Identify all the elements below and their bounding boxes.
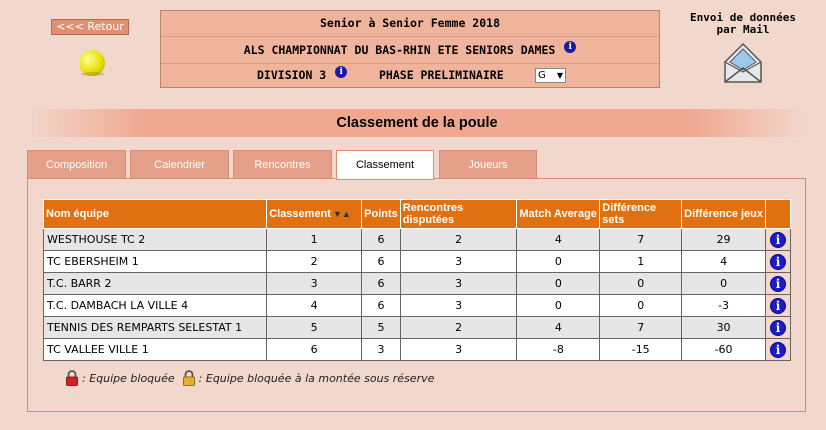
- sets-cell: -15: [600, 339, 682, 361]
- average-cell: -8: [517, 339, 600, 361]
- sort-icon[interactable]: ▼▲: [332, 209, 351, 219]
- team-name: TENNIS DES REMPARTS SELESTAT 1: [44, 317, 267, 339]
- competition-header: [160, 10, 660, 88]
- info-cell: [766, 339, 791, 361]
- average-cell: 0: [517, 251, 600, 273]
- championship-row: [161, 37, 659, 64]
- games-cell: 0: [682, 273, 766, 295]
- matches-cell: 3: [400, 295, 517, 317]
- info-cell: [766, 251, 791, 273]
- table-header-row: [44, 200, 791, 229]
- points-cell: 6: [362, 229, 401, 251]
- team-info-icon[interactable]: i: [770, 276, 786, 292]
- legend: [65, 370, 434, 386]
- team-name: T.C. BARR 2: [44, 273, 267, 295]
- points-cell: 6: [362, 295, 401, 317]
- section-title: Classement de la poule: [336, 115, 498, 131]
- games-cell: 30: [682, 317, 766, 339]
- header-games: Différence jeux: [682, 200, 766, 229]
- championship-name: ALS CHAMPIONNAT DU BAS-RHIN ETE SENIORS DAMES: [243, 43, 556, 57]
- header-team: Nom équipe: [44, 200, 267, 229]
- team-name: TC VALLEE VILLE 1: [44, 339, 267, 361]
- matches-cell: 2: [400, 229, 517, 251]
- games-cell: -3: [682, 295, 766, 317]
- header-sets: Différence sets: [600, 200, 682, 229]
- sets-cell: 7: [600, 317, 682, 339]
- header-matches: Rencontres disputées: [400, 200, 517, 229]
- info-cell: [766, 229, 791, 251]
- info-cell: [766, 273, 791, 295]
- division-label: [257, 64, 347, 86]
- table-row: [44, 339, 791, 361]
- envelope-icon[interactable]: [721, 40, 765, 86]
- section-band: [28, 109, 806, 137]
- back-button[interactable]: <<< Retour: [51, 19, 129, 35]
- games-cell: 29: [682, 229, 766, 251]
- division-row: [161, 64, 659, 88]
- header-info: [766, 200, 791, 229]
- rank-cell: 2: [267, 251, 362, 273]
- header-rank-label: Classement: [269, 208, 331, 220]
- ranking-table: [43, 199, 791, 361]
- tab-classement[interactable]: Classement: [336, 150, 434, 180]
- lock-yellow-icon: [182, 370, 196, 386]
- team-info-icon[interactable]: i: [770, 254, 786, 270]
- info-cell: [766, 317, 791, 339]
- points-cell: 5: [362, 317, 401, 339]
- points-cell: 6: [362, 273, 401, 295]
- average-cell: 4: [517, 229, 600, 251]
- team-info-icon[interactable]: i: [770, 342, 786, 358]
- rank-cell: 1: [267, 229, 362, 251]
- tab-composition[interactable]: Composition: [27, 150, 126, 179]
- sets-cell: 0: [600, 273, 682, 295]
- table-row: [44, 229, 791, 251]
- rank-cell: 6: [267, 339, 362, 361]
- division-info-icon[interactable]: i: [335, 66, 347, 78]
- team-info-icon[interactable]: i: [770, 298, 786, 314]
- rank-cell: 3: [267, 273, 362, 295]
- table-row: [44, 295, 791, 317]
- sets-cell: 0: [600, 295, 682, 317]
- team-name: TC EBERSHEIM 1: [44, 251, 267, 273]
- team-name: T.C. DAMBACH LA VILLE 4: [44, 295, 267, 317]
- tennis-ball-icon: [79, 50, 105, 76]
- team-info-icon[interactable]: i: [770, 232, 786, 248]
- team-name: WESTHOUSE TC 2: [44, 229, 267, 251]
- tab-calendrier[interactable]: Calendrier: [130, 150, 229, 179]
- mail-label-line1: Envoi de données: [690, 11, 796, 24]
- points-cell: 6: [362, 251, 401, 273]
- legend-blocked-reserve: : Equipe bloquée à la montée sous réserve: [198, 371, 435, 385]
- matches-cell: 2: [400, 317, 517, 339]
- table-row: [44, 273, 791, 295]
- championship-info-icon[interactable]: i: [564, 41, 576, 53]
- tab-rencontres[interactable]: Rencontres: [233, 150, 332, 179]
- phase-select[interactable]: [535, 68, 566, 83]
- average-cell: 0: [517, 273, 600, 295]
- matches-cell: 3: [400, 251, 517, 273]
- table-row: [44, 251, 791, 273]
- rank-cell: 4: [267, 295, 362, 317]
- points-cell: 3: [362, 339, 401, 361]
- average-cell: 4: [517, 317, 600, 339]
- average-cell: 0: [517, 295, 600, 317]
- tab-joueurs[interactable]: Joueurs: [439, 150, 537, 179]
- matches-cell: 3: [400, 273, 517, 295]
- sets-cell: 1: [600, 251, 682, 273]
- phase-label: PHASE PRELIMINAIRE: [379, 68, 504, 82]
- competition-title: Senior à Senior Femme 2018: [161, 11, 659, 37]
- header-points: Points: [362, 200, 401, 229]
- sets-cell: 7: [600, 229, 682, 251]
- chevron-down-icon: ▼: [556, 71, 563, 80]
- games-cell: -60: [682, 339, 766, 361]
- matches-cell: 3: [400, 339, 517, 361]
- info-cell: [766, 295, 791, 317]
- phase-select-value: G: [538, 70, 546, 81]
- mail-label-line2: par Mail: [716, 23, 770, 36]
- rank-cell: 5: [267, 317, 362, 339]
- header-average: Match Average: [517, 200, 600, 229]
- header-rank[interactable]: [267, 200, 362, 229]
- division-text: DIVISION 3: [257, 68, 327, 82]
- mail-export-label[interactable]: [678, 12, 808, 36]
- games-cell: 4: [682, 251, 766, 273]
- table-row: [44, 317, 791, 339]
- lock-red-icon: [65, 370, 79, 386]
- team-info-icon[interactable]: i: [770, 320, 786, 336]
- legend-blocked: : Equipe bloquée: [82, 371, 175, 385]
